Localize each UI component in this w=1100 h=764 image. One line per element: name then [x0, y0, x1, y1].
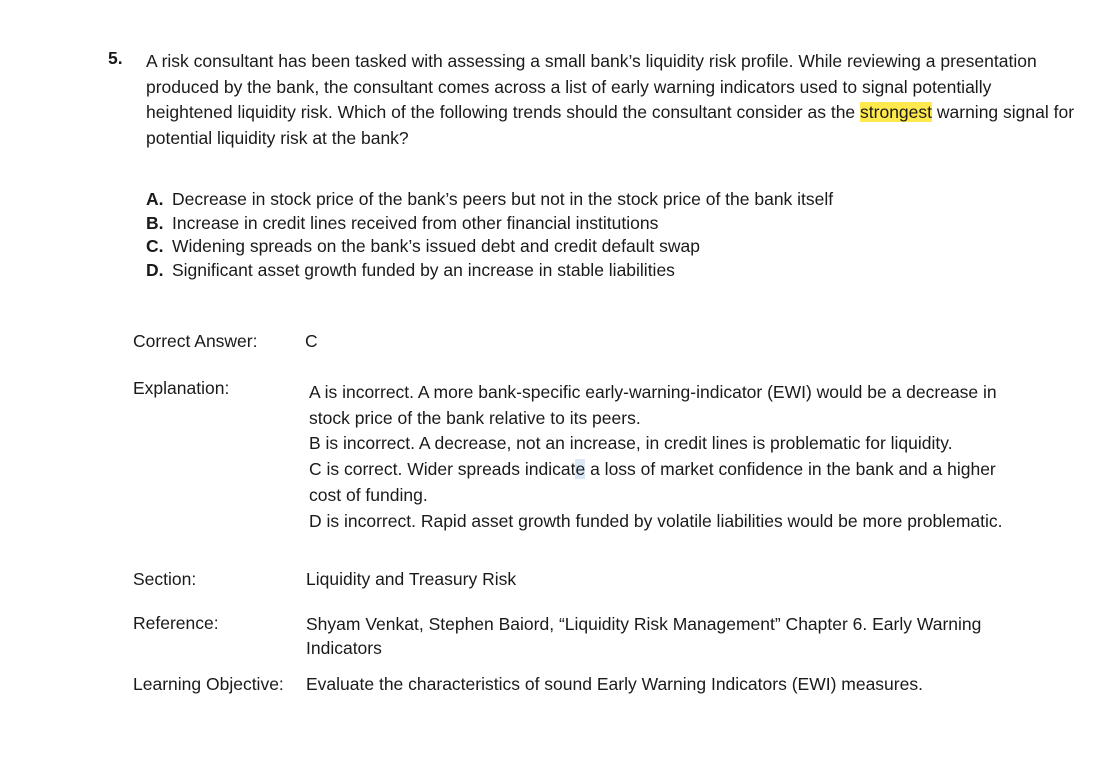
correct-answer-value: C: [305, 331, 318, 351]
explanation-line: stock price of the bank relative to its peers.: [309, 407, 641, 428]
stem-highlighted-word: strongest: [860, 102, 933, 123]
option-letter: C.: [146, 236, 164, 257]
text-cursor-selection: e: [575, 459, 586, 480]
explanation-text-segment: C is correct. Wider spreads indicat: [309, 459, 576, 480]
option-text: Decrease in stock price of the bank’s peers but not in the stock price of the bank itself: [172, 189, 834, 209]
explanation-line: [309, 457, 1069, 483]
explanation-line: cost of funding.: [309, 484, 428, 505]
explanation-label: Explanation:: [133, 378, 230, 398]
option-letter: D.: [146, 259, 164, 280]
reference-label: Reference:: [133, 613, 219, 633]
correct-answer-row: [133, 331, 318, 352]
explanation-line: B is incorrect. A decrease, not an increase, in credit lines is problematic for liquidity.: [309, 433, 953, 454]
reference-line: Indicators: [306, 637, 382, 658]
option-text: Significant asset growth funded by an increase in stable liabilities: [172, 259, 675, 280]
explanation-line: A is incorrect. A more bank-specific early-warning-indicator (EWI) would be a decrease in: [309, 382, 997, 402]
explanation-text-segment: a loss of market confidence in the bank and a higher: [585, 459, 996, 480]
option-d: [146, 259, 833, 283]
option-b: [146, 212, 833, 236]
option-letter: A.: [146, 189, 164, 209]
explanation-text: [309, 380, 1069, 534]
section-row: [133, 569, 517, 590]
option-a: [146, 188, 833, 212]
learning-objective-label: Learning Objective:: [133, 674, 284, 694]
stem-text-after: warning signal for potential liquidity risk at the bank?: [146, 102, 1075, 149]
answer-options: [146, 188, 833, 282]
section-label: Section:: [133, 569, 197, 589]
option-text: Widening spreads on the bank’s issued debt and credit default swap: [172, 236, 700, 257]
learning-objective-value: Evaluate the characteristics of sound Early Warning Indicators (EWI) measures.: [306, 674, 923, 694]
reference-text: [306, 613, 1046, 660]
option-c: [146, 235, 833, 259]
explanation-line: D is incorrect. Rapid asset growth funded by volatile liabilities would be more problematic.: [309, 510, 1003, 531]
correct-answer-label: Correct Answer:: [133, 331, 258, 351]
option-text: Increase in credit lines received from other financial institutions: [172, 212, 659, 233]
question-number: 5.: [108, 48, 123, 68]
learning-objective-row: [133, 674, 923, 695]
reference-line: Shyam Venkat, Stephen Baiord, “Liquidity Risk Management” Chapter 6. Early Warning: [306, 614, 982, 634]
option-letter: B.: [146, 212, 164, 233]
stem-text-before: A risk consultant has been tasked with assessing a small bank’s liquidity risk profile. While reviewing a presentation produced by the bank, the consultant comes across a list of early warning indicators used to signal potentially heightened liquidity risk. Which of the following trends should the consultant consider as the: [146, 51, 1037, 123]
question-stem: [146, 49, 1076, 152]
section-value: Liquidity and Treasury Risk: [306, 569, 517, 589]
